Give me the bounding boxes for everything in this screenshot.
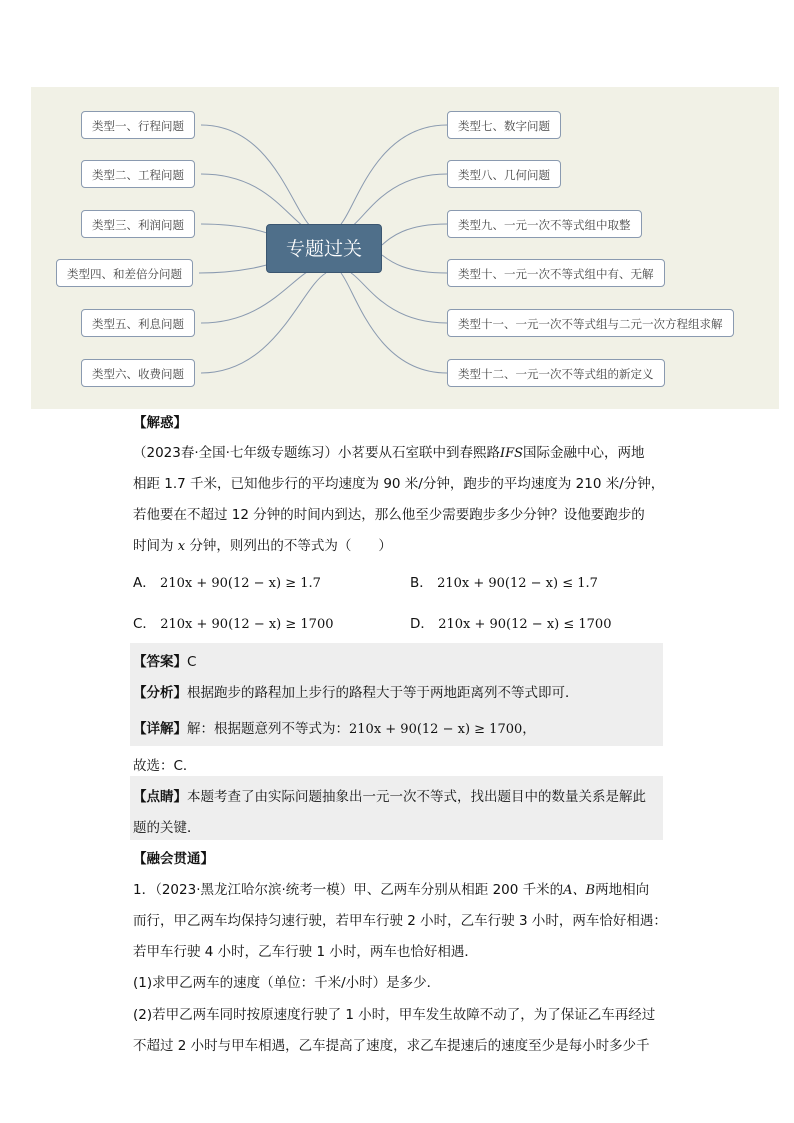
- analysis-tag: 【分析】: [133, 685, 187, 701]
- mindmap-diagram: [31, 87, 779, 409]
- choose-line: 故选：C．: [133, 758, 197, 774]
- question-text: 时间为: [133, 538, 174, 554]
- option-label: A．: [133, 575, 156, 591]
- mindmap-node: 类型三、利润问题: [81, 210, 195, 238]
- answer-tag: 【答案】: [133, 654, 187, 670]
- option-label: B．: [410, 575, 433, 591]
- analysis-line: [133, 681, 579, 701]
- comment-line: [133, 785, 646, 805]
- option-expr: 210x + 90(12 − x) ≥ 1700: [160, 617, 334, 632]
- question-line: [133, 441, 645, 461]
- detail-tag: 【详解】: [133, 721, 187, 737]
- question-line: 若他要在不超过 12 分钟的时间内到达，那么他至少需要跑步多少分钟？设他要跑步的: [133, 507, 645, 523]
- mindmap-node: 类型七、数字问题: [447, 111, 561, 139]
- section-heading: 【解惑】: [133, 415, 187, 431]
- mindmap-node: 类型六、收费问题: [81, 359, 195, 387]
- detail-line: [133, 717, 536, 737]
- problem-text: 1．（2023·黑龙江哈尔滨·统考一模）甲、乙两车分别从相距 200 千米的: [133, 882, 564, 898]
- mindmap-node: 类型四、和差倍分问题: [56, 259, 193, 287]
- option-label: D．: [410, 616, 434, 632]
- analysis-text: 根据跑步的路程加上步行的路程大于等于两地距离列不等式即可．: [187, 685, 579, 701]
- question-line: 相距 1.7 千米，已知他步行的平均速度为 90 米/分钟，跑步的平均速度为 210 米/分钟，: [133, 476, 665, 492]
- question-text-italic: IFS: [499, 446, 524, 461]
- option-label: C．: [133, 616, 156, 632]
- mindmap-node: 类型十二、一元一次不等式组的新定义: [447, 359, 665, 387]
- question-variable: x: [177, 539, 186, 554]
- detail-text: 解：根据题意列不等式为：: [187, 721, 349, 737]
- problem-line: 若甲车行驶 4 小时，乙车行驶 1 小时，两车也恰好相遇．: [133, 944, 478, 960]
- section-heading: 【融会贯通】: [133, 851, 214, 867]
- mindmap-node: 类型五、利息问题: [81, 309, 195, 337]
- mindmap-node: 类型九、一元一次不等式组中取整: [447, 210, 642, 238]
- comment-line: 题的关键．: [133, 820, 201, 836]
- comment-tag: 【点睛】: [133, 789, 187, 805]
- option-d: [410, 612, 611, 632]
- question-text: 国际金融中心，两地: [523, 445, 645, 461]
- question-text: （2023春·全国·七年级专题练习）小茗要从石室联中到春熙路: [133, 445, 500, 461]
- detail-expr: 210x + 90(12 − x) ≥ 1700: [349, 722, 523, 737]
- mindmap-node: 类型一、行程问题: [81, 111, 195, 139]
- problem-text: 两地相向: [595, 882, 650, 898]
- option-a: [133, 571, 321, 591]
- answer-line: [133, 650, 196, 670]
- mindmap-node: 类型十一、一元一次不等式组与二元一次方程组求解: [447, 309, 734, 337]
- answer-value: C: [187, 654, 197, 670]
- mindmap-node: 类型二、工程问题: [81, 160, 195, 188]
- comment-text: 本题考查了由实际问题抽象出一元一次不等式，找出题目中的数量关系是解此: [187, 789, 646, 805]
- option-expr: 210x + 90(12 − x) ≤ 1.7: [437, 576, 598, 591]
- problem-line: (2)若甲乙两车同时按原速度行驶了 1 小时，甲车发生故障不动了，为了保证乙车再经过: [133, 1007, 656, 1023]
- question-text: 分钟，则列出的不等式为（ ）: [189, 538, 392, 554]
- option-expr: 210x + 90(12 − x) ≤ 1700: [438, 617, 612, 632]
- problem-line: (1)求甲乙两车的速度（单位：千米/小时）是多少．: [133, 975, 441, 991]
- mindmap-center-node: 专题过关: [266, 224, 382, 273]
- option-b: [410, 571, 598, 591]
- option-expr: 210x + 90(12 − x) ≥ 1.7: [160, 576, 321, 591]
- problem-variable: A、B: [563, 883, 596, 898]
- question-line: [133, 534, 392, 554]
- mindmap-node: 类型八、几何问题: [447, 160, 561, 188]
- mindmap-node: 类型十、一元一次不等式组中有、无解: [447, 259, 665, 287]
- problem-line: 不超过 2 小时与甲车相遇，乙车提高了速度，求乙车提速后的速度至少是每小时多少千: [133, 1038, 650, 1054]
- option-c: [133, 612, 334, 632]
- problem-line: [133, 878, 649, 898]
- detail-text: ，: [522, 721, 536, 737]
- problem-line: 而行，甲乙两车均保持匀速行驶，若甲车行驶 2 小时，乙车行驶 3 小时，两车恰好相遇：: [133, 913, 667, 929]
